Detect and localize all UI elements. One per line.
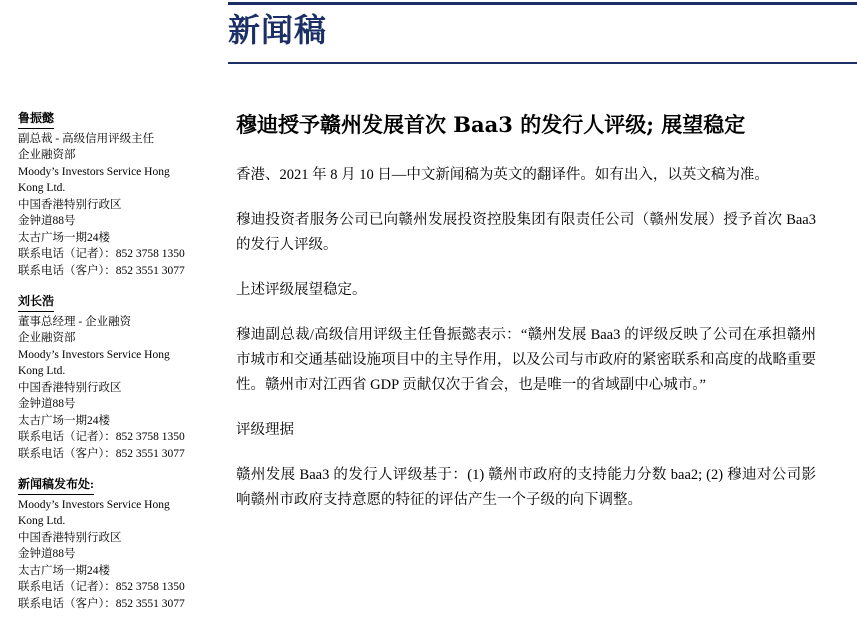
contact-line: 金钟道88号 [18, 398, 76, 410]
contact-line: 中国香港特别行政区 [18, 381, 122, 394]
contact-phone-client: 联系电话（客户）：852 3551 3077 [18, 447, 185, 460]
release-phone-press: 联系电话（记者）：852 3758 1350 [18, 581, 185, 593]
contact-phone-press: 联系电话（记者）：852 3758 1350 [18, 248, 185, 260]
contact-line: Kong Ltd. [18, 182, 66, 194]
contact-line: 金钟道88号 [18, 215, 76, 227]
contact-line: Kong Ltd. [18, 365, 66, 377]
contact-line: 企业融资部 [18, 149, 76, 161]
contacts-sidebar [18, 110, 216, 626]
release-phone-client: 联系电话（客户）：852 3551 3077 [18, 597, 185, 610]
header-top-rule [228, 2, 857, 5]
contact-line: 副总裁 - 高级信用评级主任 [18, 132, 155, 145]
article-paragraph: 穆迪投资者服务公司已向赣州发展投资控股集团有限责任公司（赣州发展）授予首次 Baa3 的发行人评级。 [236, 212, 816, 253]
contact-line: Moody’s Investors Service Hong [18, 165, 170, 178]
article-paragraph: 赣州发展 Baa3 的发行人评级基于：(1) 赣州市政府的支持能力分数 baa2; (2) 穆迪对公司影响赣州市政府支持意愿的特征的评估产生一个子级的向下调整。 [236, 467, 816, 508]
contact-line: 董事总经理 - 企业融资 [18, 315, 132, 328]
page-title: 新闻稿 [228, 11, 328, 49]
release-source-heading: 新闻稿发布处: [18, 476, 94, 495]
article-paragraph: 香港、2021 年 8 月 10 日—中文新闻稿为英文的翻译件。如有出入，以英文稿为准。 [236, 167, 769, 183]
contact-line: 太古广场一期24楼 [18, 231, 110, 244]
release-line: Kong Ltd. [18, 515, 66, 527]
page-header [0, 0, 857, 68]
contact-line: 太古广场一期24楼 [18, 414, 110, 427]
release-line: Moody’s Investors Service Hong [18, 498, 170, 511]
contact-name: 鲁振懿 [18, 110, 54, 129]
release-source-block [18, 476, 216, 612]
article-headline: 穆迪授予赣州发展首次 Baa3 的发行人评级; 展望稳定 [236, 112, 746, 137]
release-line: 太古广场一期24楼 [18, 564, 110, 577]
article-body [236, 108, 816, 533]
article-paragraph: 穆迪副总裁/高级信用评级主任鲁振懿表示：“赣州发展 Baa3 的评级反映了公司在承担赣州市城市和交通基础设施项目中的主导作用，以及公司与市政府的紧密联系和高度的战略重要性。赣州市对江西省 GDP 贡献仅次于省会，也是唯一的省域副中心城市。” [236, 327, 816, 393]
header-bottom-rule [228, 62, 857, 64]
article-paragraph: 上述评级展望稳定。 [236, 282, 367, 298]
release-line: 中国香港特别行政区 [18, 531, 122, 544]
article-section-heading: 评级理据 [236, 422, 294, 438]
contact-phone-press: 联系电话（记者）：852 3758 1350 [18, 431, 185, 443]
contact-line: Moody’s Investors Service Hong [18, 348, 170, 361]
contact-line: 企业融资部 [18, 332, 76, 344]
release-line: 金钟道88号 [18, 548, 76, 560]
contact-block [18, 293, 216, 462]
contact-line: 中国香港特别行政区 [18, 198, 122, 211]
contact-phone-client: 联系电话（客户）：852 3551 3077 [18, 264, 185, 277]
contact-block [18, 110, 216, 279]
contact-name: 刘长浩 [18, 293, 54, 312]
